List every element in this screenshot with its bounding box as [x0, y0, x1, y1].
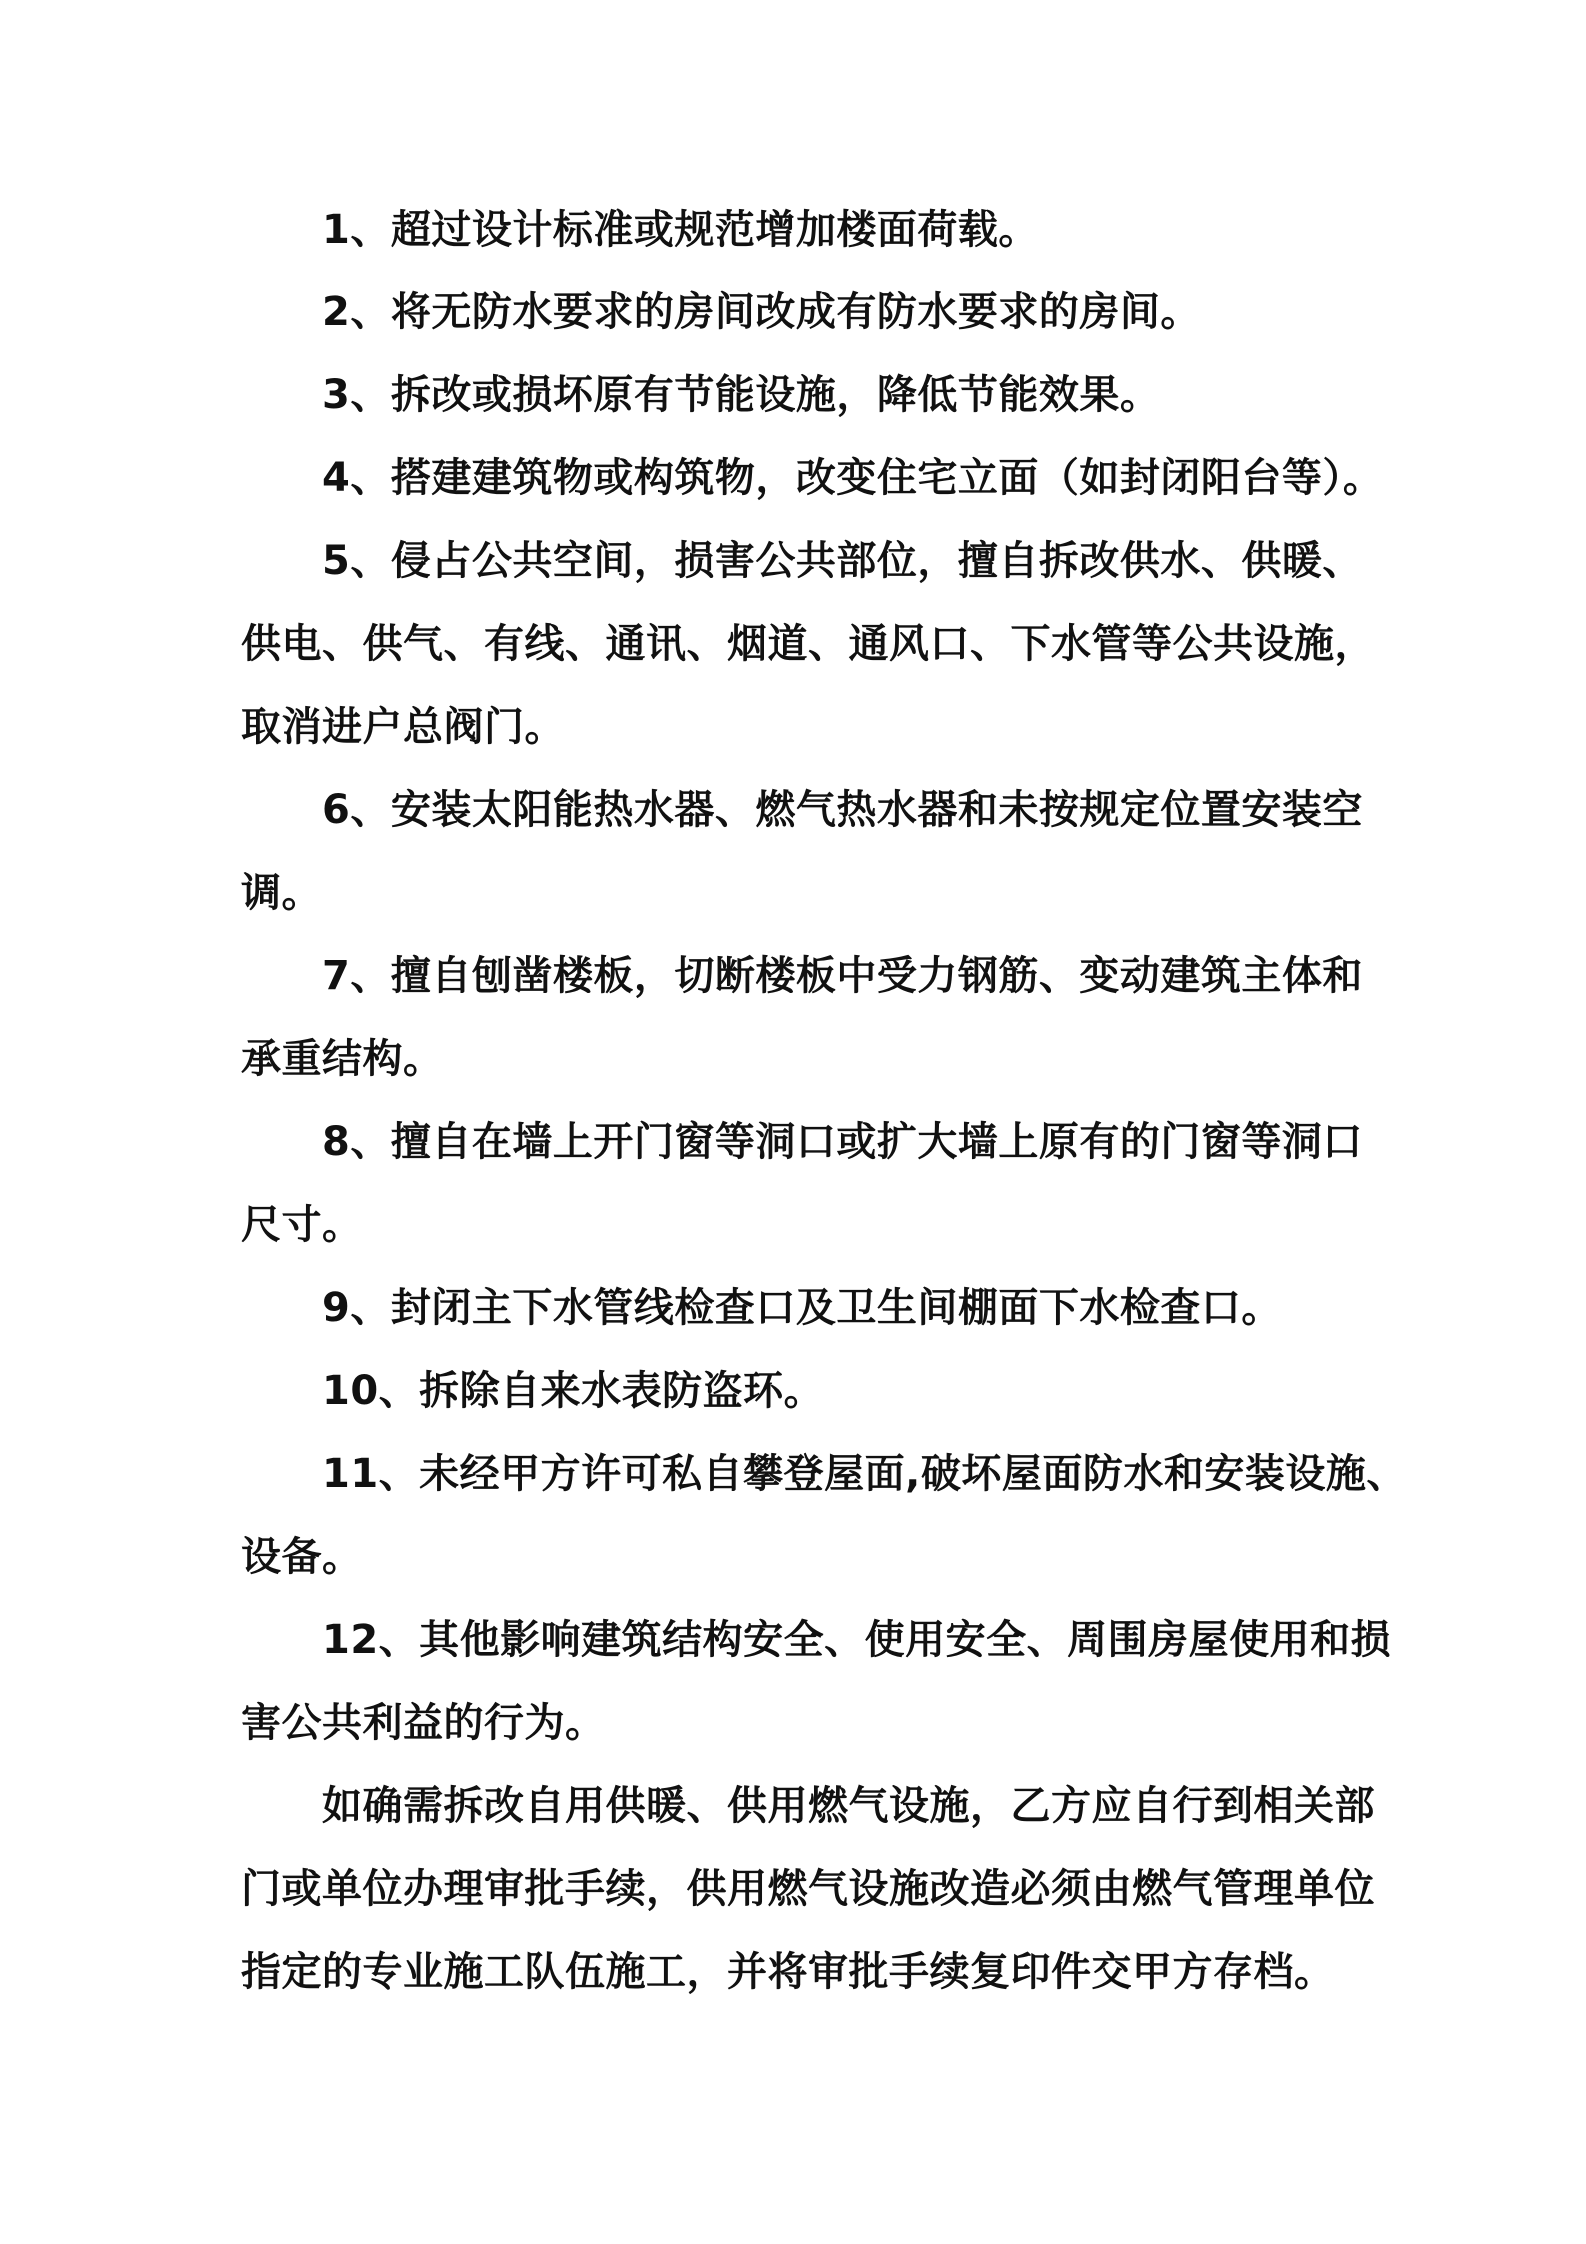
list-item-9: 9、封闭主下水管线检查口及卫生间棚面下水检查口。 — [322, 1285, 1282, 1331]
list-item-2: 2、将无防水要求的房间改成有防水要求的房间。 — [322, 289, 1201, 335]
list-item-4: 4、搭建建筑物或构筑物，改变住宅立面（如封闭阳台等）。 — [322, 455, 1384, 501]
list-item-7-line-2: 承重结构。 — [241, 1036, 444, 1082]
list-item-5-line-3: 取消进户总阀门。 — [241, 704, 565, 750]
list-item-12-line-2: 害公共利益的行为。 — [241, 1700, 606, 1746]
list-item-7-line-1: 7、擅自刨凿楼板，切断楼板中受力钢筋、变动建筑主体和 — [322, 953, 1363, 999]
closing-paragraph-line-3: 指定的专业施工队伍施工，并将审批手续复印件交甲方存档。 — [241, 1949, 1335, 1995]
list-item-8-line-1: 8、擅自在墙上开门窗等洞口或扩大墙上原有的门窗等洞口 — [322, 1119, 1363, 1165]
closing-paragraph-line-1: 如确需拆改自用供暖、供用燃气设施，乙方应自行到相关部 — [322, 1783, 1375, 1829]
list-item-10: 10、拆除自来水表防盗环。 — [322, 1368, 825, 1414]
list-item-3: 3、拆改或损坏原有节能设施，降低节能效果。 — [322, 372, 1161, 418]
closing-paragraph-line-2: 门或单位办理审批手续，供用燃气设施改造必须由燃气管理单位 — [241, 1866, 1375, 1912]
list-item-11-line-1: 11、未经甲方许可私自攀登屋面,破坏屋面防水和安装设施、 — [322, 1451, 1407, 1497]
list-item-11-line-2: 设备。 — [241, 1534, 363, 1580]
list-item-5-line-2: 供电、供气、有线、通讯、烟道、通风口、下水管等公共设施， — [241, 621, 1375, 667]
list-item-1: 1、超过设计标准或规范增加楼面荷载。 — [322, 207, 1039, 253]
list-item-6-line-1: 6、安装太阳能热水器、燃气热水器和未按规定位置安装空 — [322, 787, 1363, 833]
list-item-6-line-2: 调。 — [241, 870, 322, 916]
list-item-8-line-2: 尺寸。 — [241, 1202, 363, 1248]
list-item-5-line-1: 5、侵占公共空间，损害公共部位，擅自拆改供水、供暖、 — [322, 538, 1363, 584]
list-item-12-line-1: 12、其他影响建筑结构安全、使用安全、周围房屋使用和损 — [322, 1617, 1392, 1663]
